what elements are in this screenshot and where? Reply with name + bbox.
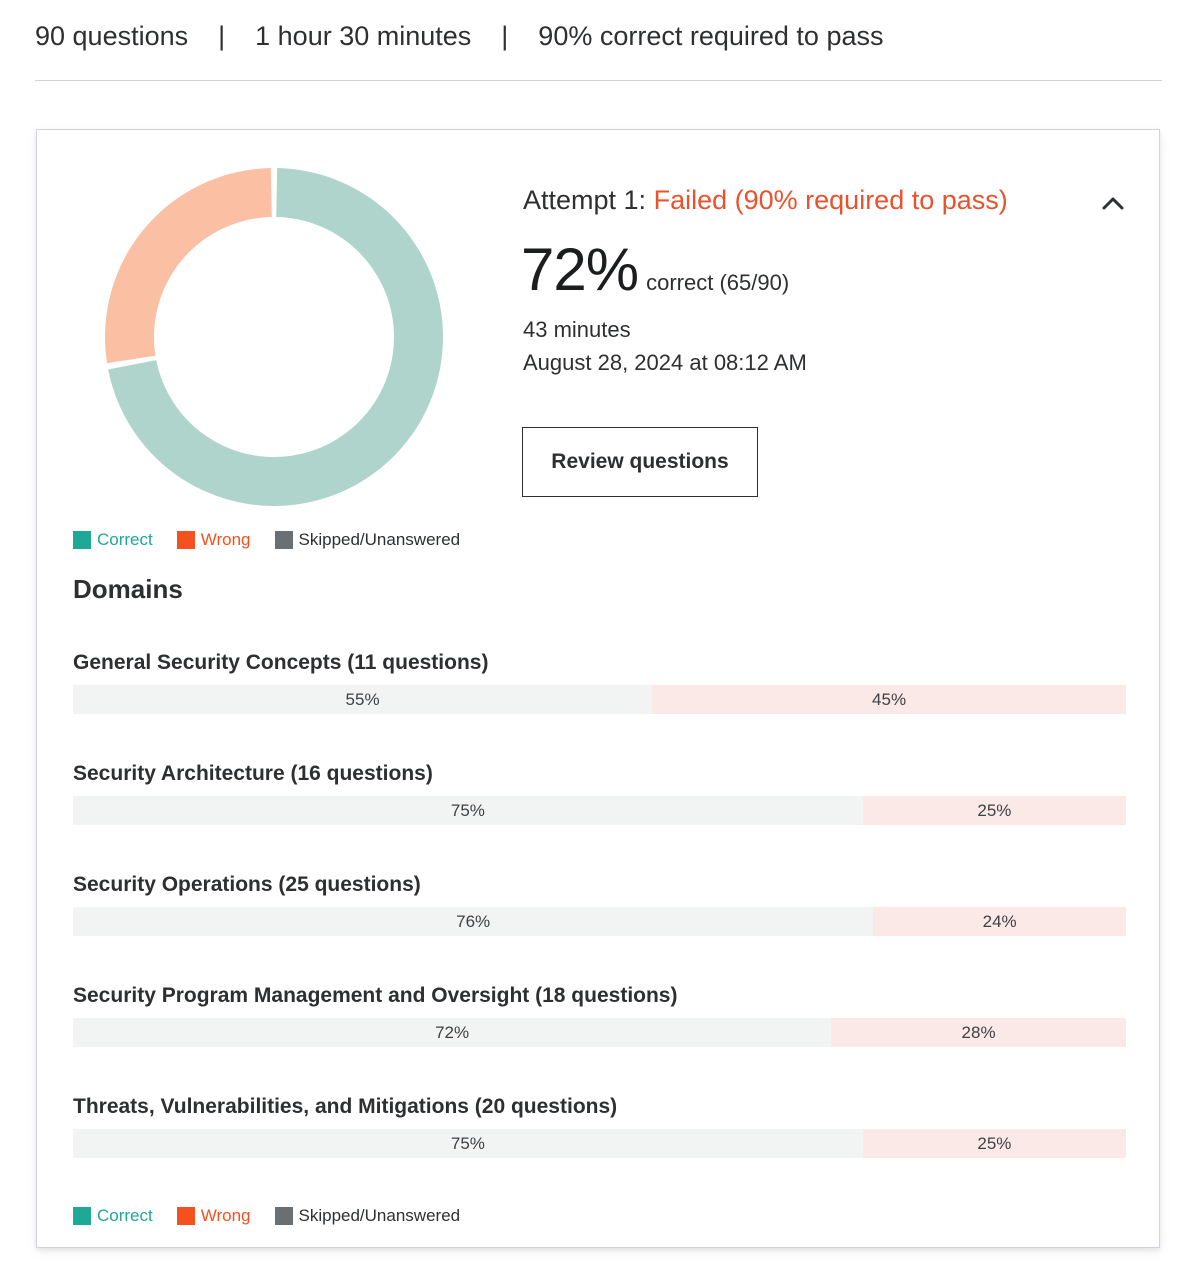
domain-name: Security Architecture (16 questions) <box>73 762 433 785</box>
question-count: 90 questions <box>35 20 189 51</box>
domain-correct-segment: 75% <box>73 1129 863 1158</box>
legend-wrong <box>177 1206 251 1226</box>
donut-wrong-segment <box>105 168 272 363</box>
legend-label: Correct <box>97 1206 153 1225</box>
attempt-heading <box>523 185 1008 216</box>
legend-label: Wrong <box>200 1206 251 1225</box>
score <box>521 235 789 304</box>
time-taken: 43 minutes <box>523 317 631 342</box>
legend-label: Skipped/Unanswered <box>298 1206 461 1225</box>
attempt-result-card <box>36 129 1160 1248</box>
domains-legend <box>73 1206 484 1226</box>
domain-wrong-segment: 28% <box>831 1018 1126 1047</box>
legend-swatch-wrong <box>177 1207 195 1225</box>
legend-label: Correct <box>97 530 153 549</box>
domain-correct-segment: 55% <box>73 685 652 714</box>
domain-progress-bar <box>73 907 1126 936</box>
domain-correct-segment: 72% <box>73 1018 831 1047</box>
domain-wrong-segment: 24% <box>873 907 1126 936</box>
exam-duration: 1 hour 30 minutes <box>255 20 472 51</box>
score-donut-chart <box>105 168 443 506</box>
domains-heading: Domains <box>73 574 183 604</box>
score-percent: 72% <box>521 236 639 303</box>
legend-label: Skipped/Unanswered <box>298 530 461 549</box>
legend-skipped <box>275 530 461 550</box>
legend-correct <box>73 1206 153 1226</box>
domain-name: Threats, Vulnerabilities, and Mitigations (20 questions) <box>73 1095 618 1118</box>
legend-swatch-correct <box>73 1207 91 1225</box>
chevron-up-icon[interactable] <box>1095 188 1131 216</box>
domain-name: Security Operations (25 questions) <box>73 873 421 896</box>
domain-row <box>73 869 1126 936</box>
score-detail: correct (65/90) <box>646 270 790 295</box>
exam-summary-bar <box>35 0 1162 81</box>
legend-swatch-skipped <box>275 531 293 549</box>
domain-correct-segment: 76% <box>73 907 873 936</box>
domain-correct-segment: 75% <box>73 796 863 825</box>
attempt-label: Attempt 1: <box>523 185 647 215</box>
domain-row <box>73 647 1126 714</box>
domain-row <box>73 980 1126 1047</box>
donut-svg <box>105 168 443 506</box>
separator: | <box>218 20 226 51</box>
legend-swatch-correct <box>73 531 91 549</box>
chart-legend <box>73 530 484 550</box>
attempt-status: Failed (90% required to pass) <box>653 185 1008 215</box>
legend-wrong <box>177 530 251 550</box>
legend-swatch-wrong <box>177 531 195 549</box>
domain-progress-bar <box>73 1129 1126 1158</box>
legend-swatch-skipped <box>275 1207 293 1225</box>
domain-row <box>73 1091 1126 1158</box>
domain-wrong-segment: 25% <box>863 1129 1126 1158</box>
separator: | <box>501 20 509 51</box>
legend-correct <box>73 530 153 550</box>
legend-skipped <box>275 1206 461 1226</box>
domain-progress-bar <box>73 685 1126 714</box>
review-questions-button[interactable]: Review questions <box>522 427 758 497</box>
domain-row <box>73 758 1126 825</box>
domain-progress-bar <box>73 1018 1126 1047</box>
domain-name: General Security Concepts (11 questions) <box>73 651 489 674</box>
domain-name: Security Program Management and Oversight (18 questions) <box>73 984 678 1007</box>
legend-label: Wrong <box>200 530 251 549</box>
pass-requirement: 90% correct required to pass <box>538 20 884 51</box>
domain-progress-bar <box>73 796 1126 825</box>
domain-wrong-segment: 25% <box>863 796 1126 825</box>
attempt-date: August 28, 2024 at 08:12 AM <box>523 350 807 375</box>
domain-wrong-segment: 45% <box>652 685 1126 714</box>
